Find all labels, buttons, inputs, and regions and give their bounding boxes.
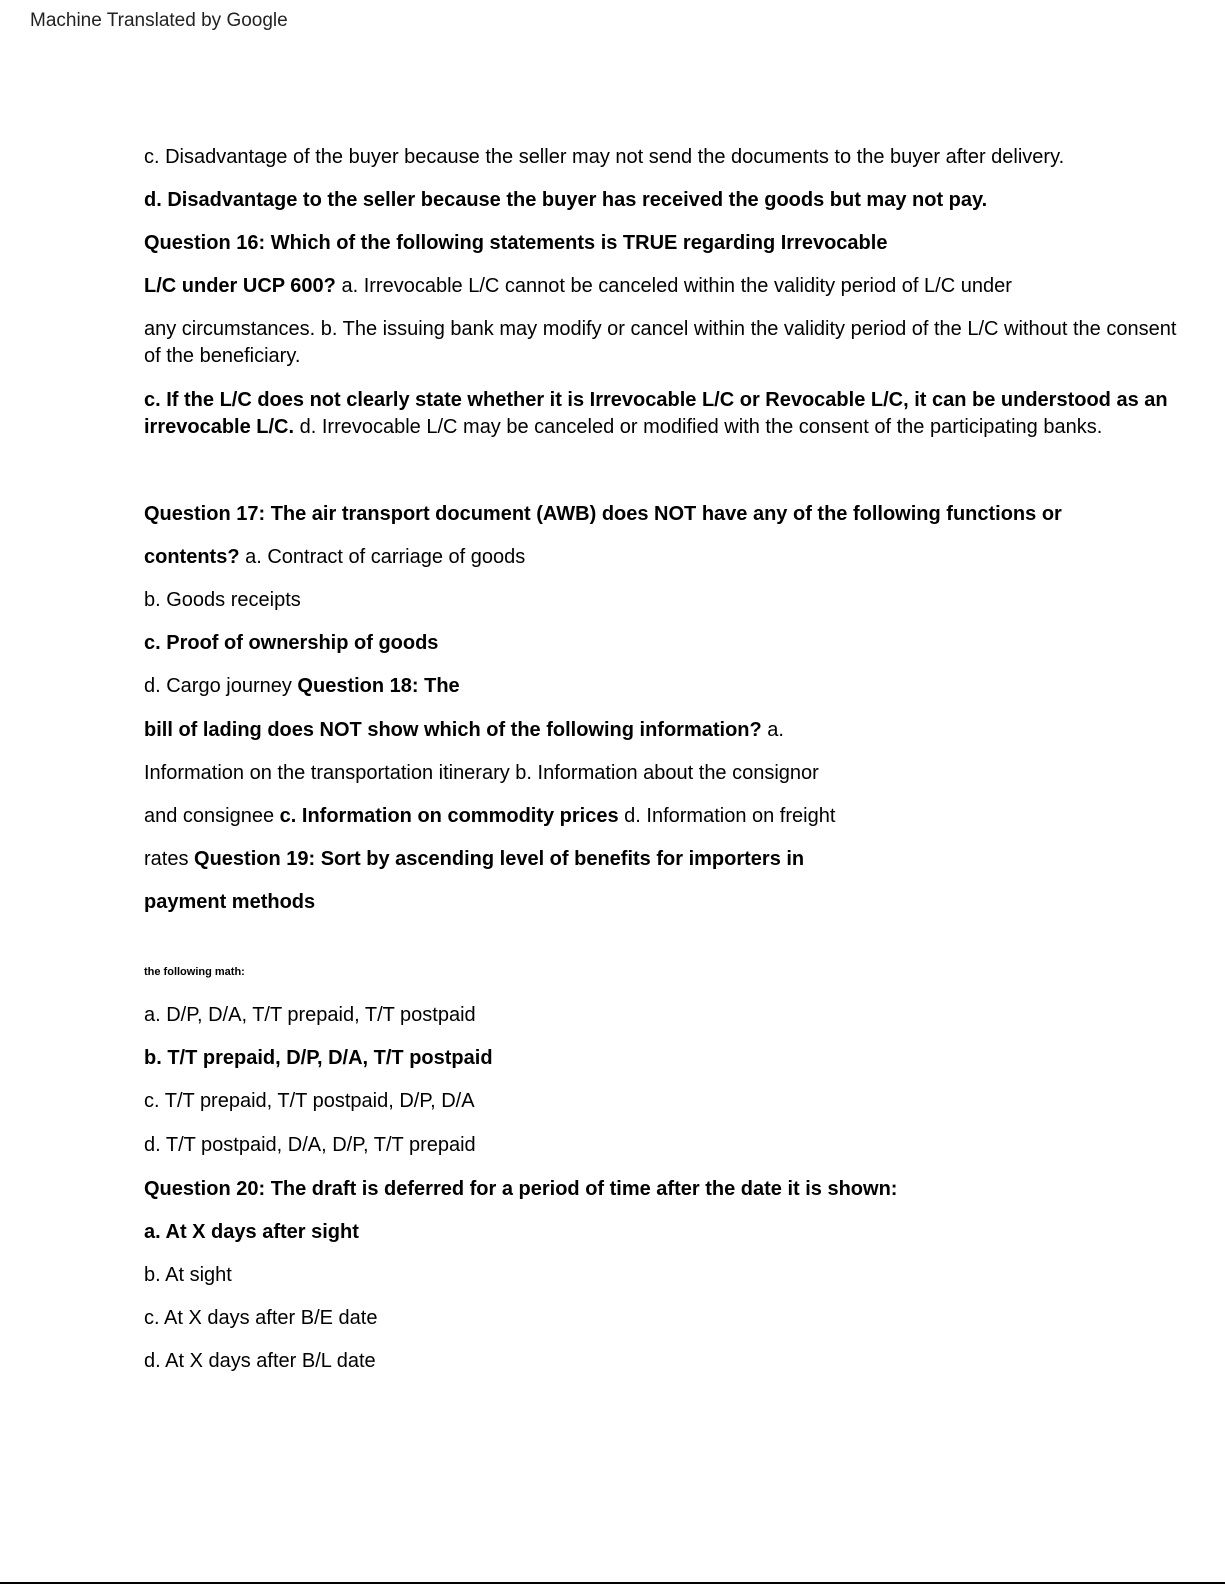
q15-option-d: d. Disadvantage to the seller because the buyer has received the goods but may not pay. — [144, 189, 988, 211]
q18-line-2 — [144, 717, 784, 744]
q17-line-2 — [144, 544, 525, 571]
q16-option-a: a. Irrevocable L/C cannot be canceled within the validity period of L/C under — [335, 275, 1012, 297]
q16-option-c: c. If the L/C does not clearly state whether it is Irrevocable L/C or Revocable L/C, it can be understood as an irrevocable L/C. — [144, 389, 1168, 438]
q19-note: the following math: — [144, 966, 245, 978]
q17-option-d: d. Cargo journey — [144, 675, 298, 697]
q18-heading-start: Question 18: The — [297, 675, 460, 697]
q17-option-a: a. Contract of carriage of goods — [239, 546, 526, 568]
page-bottom-border — [0, 1582, 1225, 1584]
q18-heading-end: bill of lading does NOT show which of the following information? — [144, 719, 762, 741]
q19-option-d: d. T/T postpaid, D/A, D/P, T/T prepaid — [144, 1134, 476, 1156]
q17-option-d-line — [144, 673, 460, 700]
q20-heading: Question 20: The draft is deferred for a period of time after the date it is shown: — [144, 1178, 898, 1200]
q17-option-c: c. Proof of ownership of goods — [144, 632, 439, 654]
q19-option-b: b. T/T prepaid, D/P, D/A, T/T postpaid — [144, 1047, 493, 1069]
q20-option-d: d. At X days after B/L date — [144, 1350, 376, 1372]
q16-heading: Question 16: Which of the following statements is TRUE regarding Irrevocable — [144, 232, 888, 254]
q16-option-d: d. Irrevocable L/C may be canceled or modified with the consent of the participating banks. — [294, 416, 1103, 438]
q19-option-a: a. D/P, D/A, T/T prepaid, T/T postpaid — [144, 1004, 476, 1026]
q18-option-b-end: and consignee — [144, 805, 280, 827]
q18-option-a-start: a. — [761, 719, 784, 741]
q17-heading-end: contents? — [144, 546, 240, 568]
q18-line-4 — [144, 803, 835, 830]
q15-option-c: c. Disadvantage of the buyer because the seller may not send the documents to the buyer after delivery. — [144, 146, 1065, 168]
q16-options-c-d — [144, 387, 1174, 441]
q20-option-b: b. At sight — [144, 1264, 232, 1286]
q18-option-c: c. Information on commodity prices — [279, 805, 619, 827]
q19-option-c: c. T/T prepaid, T/T postpaid, D/P, D/A — [144, 1090, 475, 1112]
machine-translated-banner: Machine Translated by Google — [30, 10, 288, 31]
q18-line-3: Information on the transportation itinerary b. Information about the consignor — [144, 762, 819, 784]
q20-option-c: c. At X days after B/E date — [144, 1307, 378, 1329]
q17-option-b: b. Goods receipts — [144, 589, 301, 611]
q16-option-b: any circumstances. b. The issuing bank may modify or cancel within the validity period of the L/C without the consent of the beneficiary. — [144, 318, 1177, 367]
q16-heading-end: L/C under UCP 600? — [144, 275, 336, 297]
q19-heading-start: Question 19: Sort by ascending level of benefits for importers in — [194, 848, 805, 870]
q16-line-2 — [144, 273, 1012, 300]
q17-heading: Question 17: The air transport document (AWB) does NOT have any of the following functions or — [144, 503, 1062, 525]
q19-line-1 — [144, 846, 804, 873]
q18-option-d-end: rates — [144, 848, 195, 870]
q20-option-a: a. At X days after sight — [144, 1221, 359, 1243]
q18-option-d: d. Information on freight — [618, 805, 836, 827]
q19-heading-end: payment methods — [144, 891, 316, 913]
